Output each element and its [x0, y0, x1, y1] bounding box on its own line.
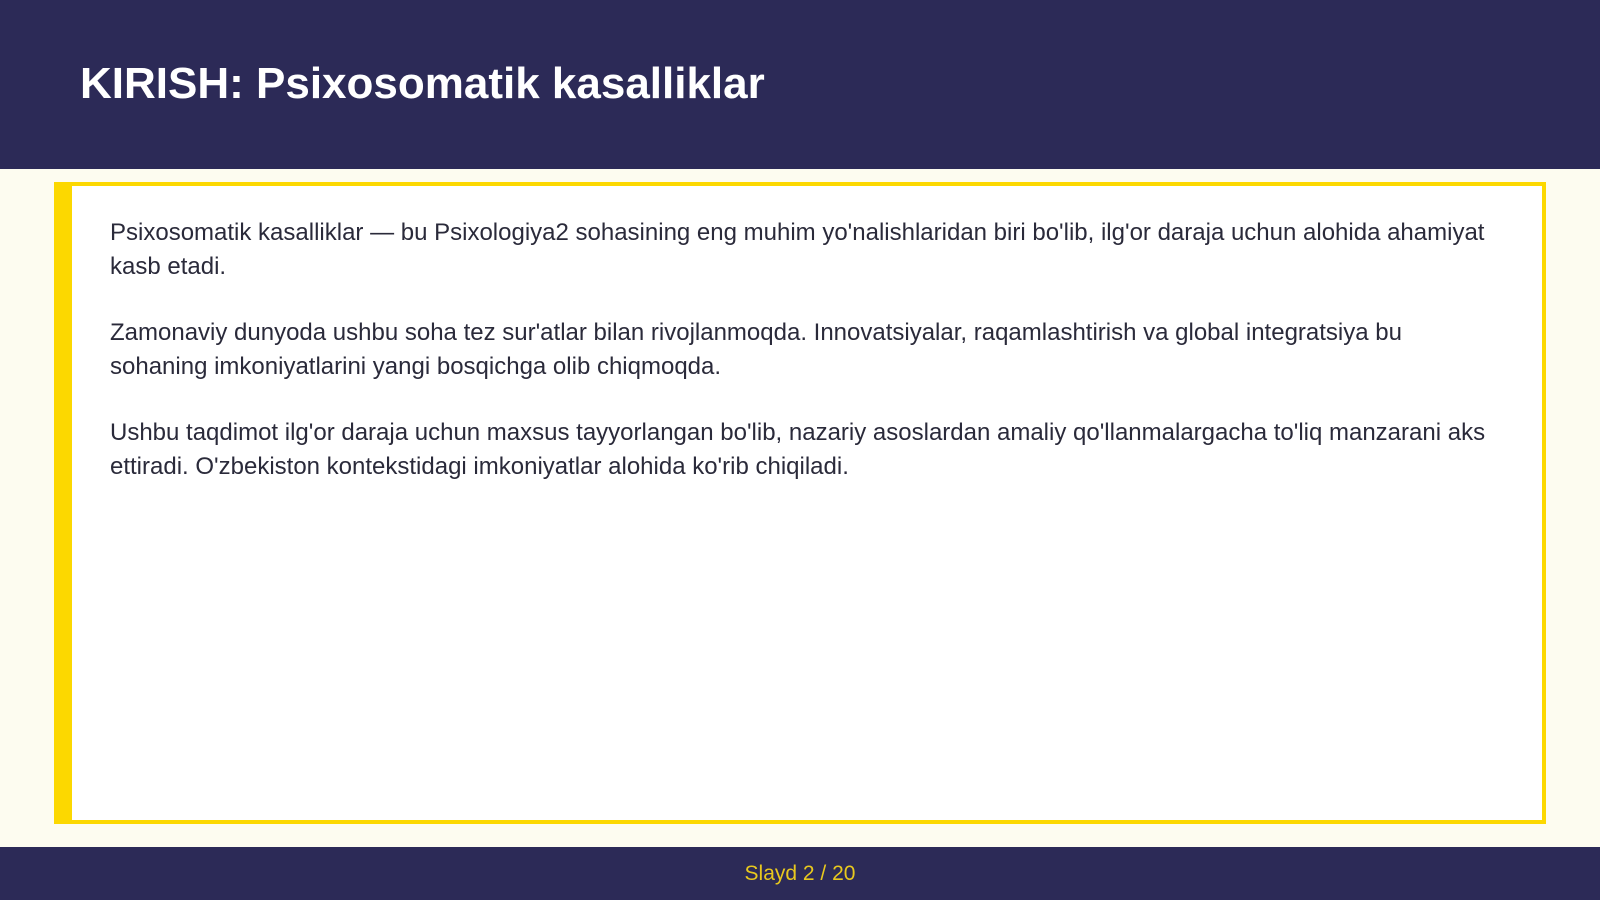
slide-title: KIRISH: Psixosomatik kasalliklar — [80, 59, 765, 108]
slide-counter: Slayd 2 / 20 — [744, 862, 856, 885]
intro-paragraph-1: Psixosomatik kasalliklar — bu Psixologiya2 sohasining eng muhim yo'nalishlaridan biri bo'lib, ilg'or daraja uchun alohida ahamiyat kasb etadi. — [110, 219, 1485, 280]
content-box — [54, 182, 1546, 824]
intro-paragraph-2: Zamonaviy dunyoda ushbu soha tez sur'atlar bilan rivojlanmoqda. Innovatsiyalar, raqamlashtirish va global integratsiya bu sohaning imkoniyatlarini yangi bosqichga olib chiqmoqda. — [110, 319, 1402, 380]
intro-paragraph-3: Ushbu taqdimot ilg'or daraja uchun maxsus tayyorlangan bo'lib, nazariy asoslardan amaliy qo'llanmalargacha to'liq manzarani aks ettiradi. O'zbekiston kontekstidagi imkoniyatlar alohida ko'rib chiqiladi. — [110, 419, 1486, 480]
slide-header — [0, 0, 1600, 169]
slide-footer — [0, 847, 1600, 900]
